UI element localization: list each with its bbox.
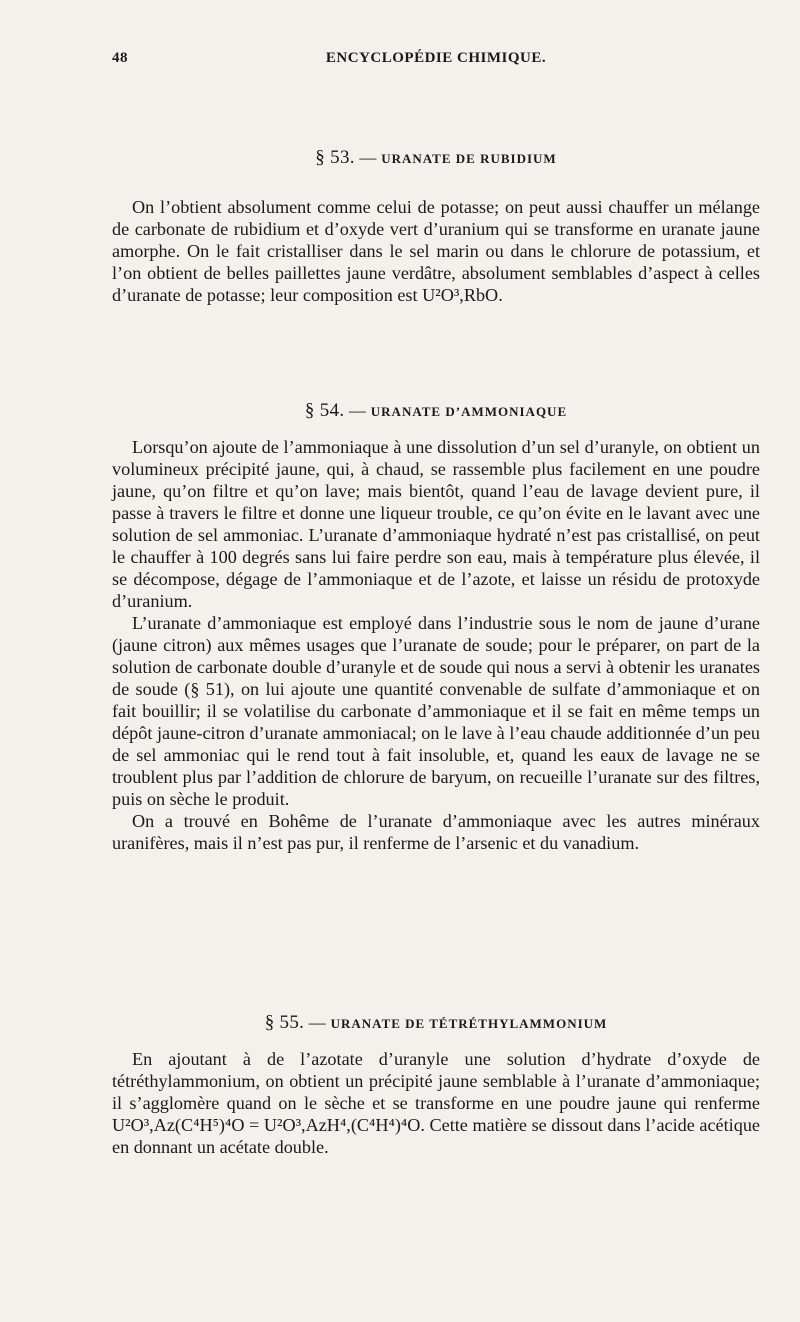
section-53-title: URANATE DE RUBIDIUM <box>381 151 557 166</box>
section-53-body <box>112 196 760 306</box>
paragraph: On l’obtient absolument comme celui de potasse; on peut aussi chauffer un mélange de carbonate de rubidium et d’oxyde vert d’uranium qui se transforme en uranate jaune amorphe. On le fait cristalliser dans le sel marin ou dans le chlorure de potassium, et l’on obtient de belles paillettes jaune verdâtre, absolument semblables d’aspect à celles d’uranate de potasse; leur composition est U²O³,RbO. <box>112 197 760 305</box>
paragraph: L’uranate d’ammoniaque est employé dans l’industrie sous le nom de jaune d’urane (jaune citron) aux mêmes usages que l’uranate de soude; pour le préparer, on part de la solution de carbonate double d’uranyle et de soude qui nous a servi à obtenir les uranates de soude (§ 51), on lui ajoute une quantité convenable de sulfate d’ammoniaque et on fait bouillir; il se volatilise du carbonate d’ammoniaque et il se fait en même temps un dépôt jaune-citron d’uranate ammoniacal; on le lave à l’eau chaude additionnée d’un peu de sel ammoniac qui le rend tout à fait insoluble, et, quand les eaux de lavage ne se troublent plus par l’addition de chlorure de baryum, on recueille l’uranate sur des filtres, puis on sèche le produit. <box>112 613 760 809</box>
section-54-body <box>112 436 760 854</box>
section-55-body <box>112 1048 760 1158</box>
paragraph: Lorsqu’on ajoute de l’ammoniaque à une dissolution d’un sel d’uranyle, on obtient un volumineux précipité jaune, qui, à chaud, se rassemble plus facilement en une poudre jaune, qu’on filtre et qu’on lave; mais bientôt, quand l’eau de lavage devient pure, il passe à travers le filtre et donne une liqueur trouble, ce qu’on évite en le lavant avec une solution de sel ammoniac. L’uranate d’ammoniaque hydraté n’est pas cristallisé, on peut le chauffer à 100 degrés sans lui faire perdre son eau, mais à température plus élevée, il se décompose, dégage de l’ammoniaque et de l’azote, et laisse un résidu de protoxyde d’uranium. <box>112 437 760 611</box>
section-55-title: URANATE DE TÉTRÉTHYLAMMONIUM <box>330 1016 608 1031</box>
section-54-title: URANATE D’AMMONIAQUE <box>370 404 568 419</box>
section-53-number: § 53. <box>315 147 355 168</box>
section-53-heading <box>112 147 760 169</box>
section-54-dash: — <box>344 401 371 420</box>
paragraph: On a trouvé en Bohême de l’uranate d’ammoniaque avec les autres minéraux uranifères, mais il n’est pas pur, il renferme de l’arsenic et du vanadium. <box>112 811 760 853</box>
section-54-heading <box>112 400 760 422</box>
section-55-dash: — <box>304 1013 331 1032</box>
section-54-number: § 54. <box>304 400 345 421</box>
section-55-heading <box>112 1012 760 1034</box>
section-55-number: § 55. <box>264 1012 305 1033</box>
section-53-dash: — <box>354 148 382 167</box>
running-head-title: ENCYCLOPÉDIE CHIMIQUE. <box>325 50 547 66</box>
paragraph: En ajoutant à de l’azotate d’uranyle une solution d’hydrate d’oxyde de tétréthylammonium, on obtient un précipité jaune semblable à l’uranate d’ammoniaque; il s’agglomère quand on le sèche et se transforme en une poudre jaune qui renferme U²O³,Az(C⁴H⁵)⁴O = U²O³,AzH⁴,(C⁴H⁴)⁴O. Cette matière se dissout dans l’acide acétique en donnant un acétate double. <box>112 1049 760 1157</box>
page-number: 48 <box>112 50 128 66</box>
